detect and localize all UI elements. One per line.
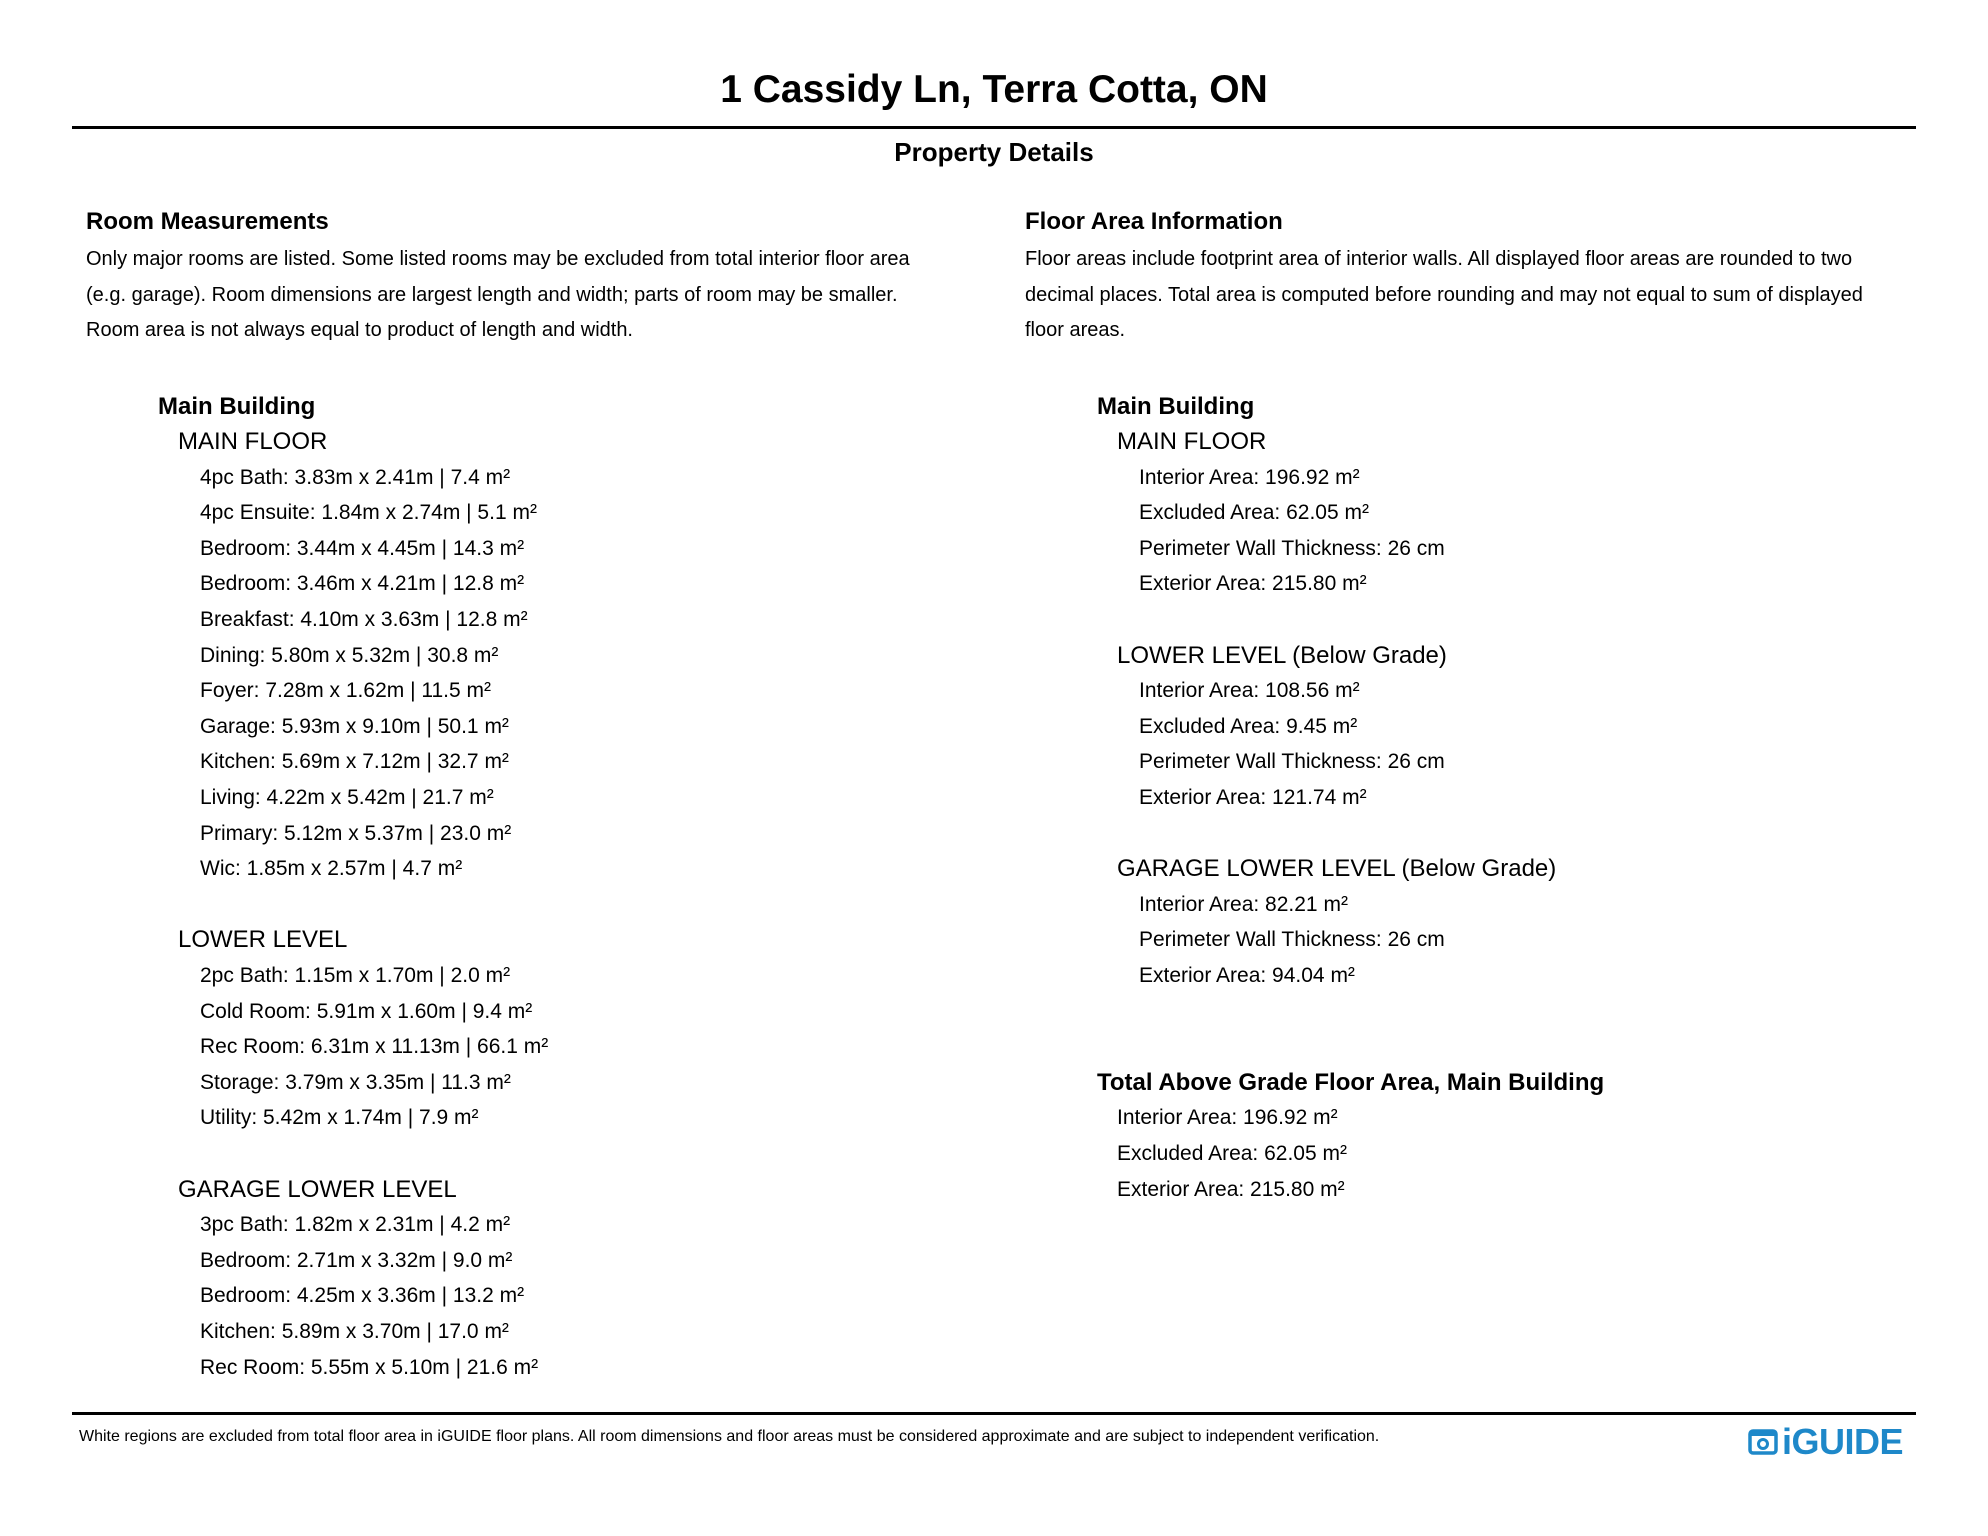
description-line: Floor areas include footprint area of interior walls. All displayed floor areas are rounded to two bbox=[1025, 248, 1853, 270]
area-entry: Interior Area: 82.21 m² bbox=[1139, 892, 1348, 916]
building-name: Main Building bbox=[1097, 392, 1255, 420]
level-name: GARAGE LOWER LEVEL (Below Grade) bbox=[1117, 855, 1557, 883]
description-line: (e.g. garage). Room dimensions are largest length and width; parts of room may be smaller. bbox=[86, 283, 898, 306]
level-name: LOWER LEVEL bbox=[178, 926, 348, 954]
room-entry: Bedroom: 3.44m x 4.45m | 14.3 m² bbox=[200, 536, 525, 560]
room-entry: Breakfast: 4.10m x 3.63m | 12.8 m² bbox=[200, 608, 528, 632]
area-level-lower-level bbox=[1117, 638, 1925, 816]
level-name: GARAGE LOWER LEVEL bbox=[178, 1175, 457, 1203]
area-entry: Exterior Area: 215.80 m² bbox=[1139, 572, 1367, 596]
floor-area-description bbox=[1025, 242, 1925, 349]
area-entry: Interior Area: 196.92 m² bbox=[1139, 465, 1360, 489]
room-entry: Bedroom: 2.71m x 3.32m | 9.0 m² bbox=[200, 1248, 513, 1272]
floor-area-heading: Floor Area Information bbox=[1025, 208, 1283, 235]
total-area-block bbox=[1097, 1065, 1925, 1207]
area-level-garage-lower-level bbox=[1117, 851, 1925, 993]
description-line: Only major rooms are listed. Some listed rooms may be excluded from total interior floor area bbox=[86, 248, 910, 270]
level-main-floor bbox=[178, 424, 996, 887]
area-entry: Exterior Area: 121.74 m² bbox=[1139, 786, 1367, 810]
room-entry: Storage: 3.79m x 3.35m | 11.3 m² bbox=[200, 1070, 511, 1094]
room-entry: Rec Room: 5.55m x 5.10m | 21.6 m² bbox=[200, 1355, 539, 1379]
level-lower-level bbox=[178, 922, 996, 1136]
description-line: Room area is not always equal to product of length and width. bbox=[86, 319, 633, 341]
description-line: decimal places. Total area is computed before rounding and may not equal to sum of displayed bbox=[1025, 283, 1863, 306]
description-line: floor areas. bbox=[1025, 319, 1126, 341]
iguide-logo-icon bbox=[1748, 1427, 1778, 1457]
level-name: MAIN FLOOR bbox=[178, 428, 328, 456]
room-measurements-description bbox=[86, 242, 996, 349]
area-entry: Excluded Area: 62.05 m² bbox=[1139, 501, 1369, 525]
area-building-block bbox=[1097, 389, 1925, 994]
area-entry: Excluded Area: 9.45 m² bbox=[1139, 714, 1358, 738]
room-building-block bbox=[158, 389, 996, 1386]
iguide-logo bbox=[1748, 1420, 1903, 1464]
level-garage-lower-level bbox=[178, 1172, 996, 1386]
footer-divider bbox=[72, 1412, 1916, 1415]
room-entry: Kitchen: 5.89m x 3.70m | 17.0 m² bbox=[200, 1319, 509, 1343]
area-entry: Interior Area: 108.56 m² bbox=[1139, 679, 1360, 703]
page-subtitle: Property Details bbox=[894, 137, 1094, 167]
room-entry: Utility: 5.42m x 1.74m | 7.9 m² bbox=[200, 1106, 479, 1130]
page-title: 1 Cassidy Ln, Terra Cotta, ON bbox=[720, 68, 1268, 111]
total-area-heading: Total Above Grade Floor Area, Main Building bbox=[1097, 1068, 1605, 1096]
room-entry: 4pc Bath: 3.83m x 2.41m | 7.4 m² bbox=[200, 465, 511, 489]
area-entry: Perimeter Wall Thickness: 26 cm bbox=[1139, 536, 1445, 560]
area-entry: Exterior Area: 94.04 m² bbox=[1139, 964, 1355, 987]
room-entry: 2pc Bath: 1.15m x 1.70m | 2.0 m² bbox=[200, 964, 511, 987]
room-entry: Foyer: 7.28m x 1.62m | 11.5 m² bbox=[200, 679, 492, 703]
room-entry: Cold Room: 5.91m x 1.60m | 9.4 m² bbox=[200, 999, 533, 1023]
area-level-main-floor bbox=[1117, 424, 1925, 602]
room-entry: Rec Room: 6.31m x 11.13m | 66.1 m² bbox=[200, 1035, 549, 1059]
area-entry: Perimeter Wall Thickness: 26 cm bbox=[1139, 928, 1445, 952]
room-measurements-section bbox=[86, 206, 996, 1385]
room-measurements-heading: Room Measurements bbox=[86, 208, 329, 235]
room-entry: Bedroom: 3.46m x 4.21m | 12.8 m² bbox=[200, 572, 525, 596]
logo-text: iGUIDE bbox=[1782, 1421, 1904, 1462]
room-entry: Kitchen: 5.69m x 7.12m | 32.7 m² bbox=[200, 750, 509, 774]
level-name: LOWER LEVEL (Below Grade) bbox=[1117, 641, 1447, 669]
room-entry: Dining: 5.80m x 5.32m | 30.8 m² bbox=[200, 643, 499, 667]
room-entry: Garage: 5.93m x 9.10m | 50.1 m² bbox=[200, 714, 509, 738]
room-entry: Living: 4.22m x 5.42m | 21.7 m² bbox=[200, 786, 494, 810]
header-divider bbox=[72, 126, 1916, 129]
room-entry: 4pc Ensuite: 1.84m x 2.74m | 5.1 m² bbox=[200, 501, 537, 525]
total-area-entry: Excluded Area: 62.05 m² bbox=[1117, 1141, 1347, 1165]
room-entry: Primary: 5.12m x 5.37m | 23.0 m² bbox=[200, 821, 512, 845]
floor-area-section bbox=[1025, 206, 1925, 1207]
room-entry: Bedroom: 4.25m x 3.36m | 13.2 m² bbox=[200, 1284, 525, 1308]
area-entry: Perimeter Wall Thickness: 26 cm bbox=[1139, 750, 1445, 774]
disclaimer-note: White regions are excluded from total floor area in iGUIDE floor plans. All room dimensions and floor areas must be considered approximate and are subject to independent verification. bbox=[79, 1428, 1380, 1445]
room-entry: Wic: 1.85m x 2.57m | 4.7 m² bbox=[200, 857, 463, 881]
total-area-entry: Exterior Area: 215.80 m² bbox=[1117, 1177, 1345, 1201]
total-area-entry: Interior Area: 196.92 m² bbox=[1117, 1106, 1338, 1130]
room-entry: 3pc Bath: 1.82m x 2.31m | 4.2 m² bbox=[200, 1213, 511, 1237]
level-name: MAIN FLOOR bbox=[1117, 428, 1267, 456]
building-name: Main Building bbox=[158, 392, 316, 420]
